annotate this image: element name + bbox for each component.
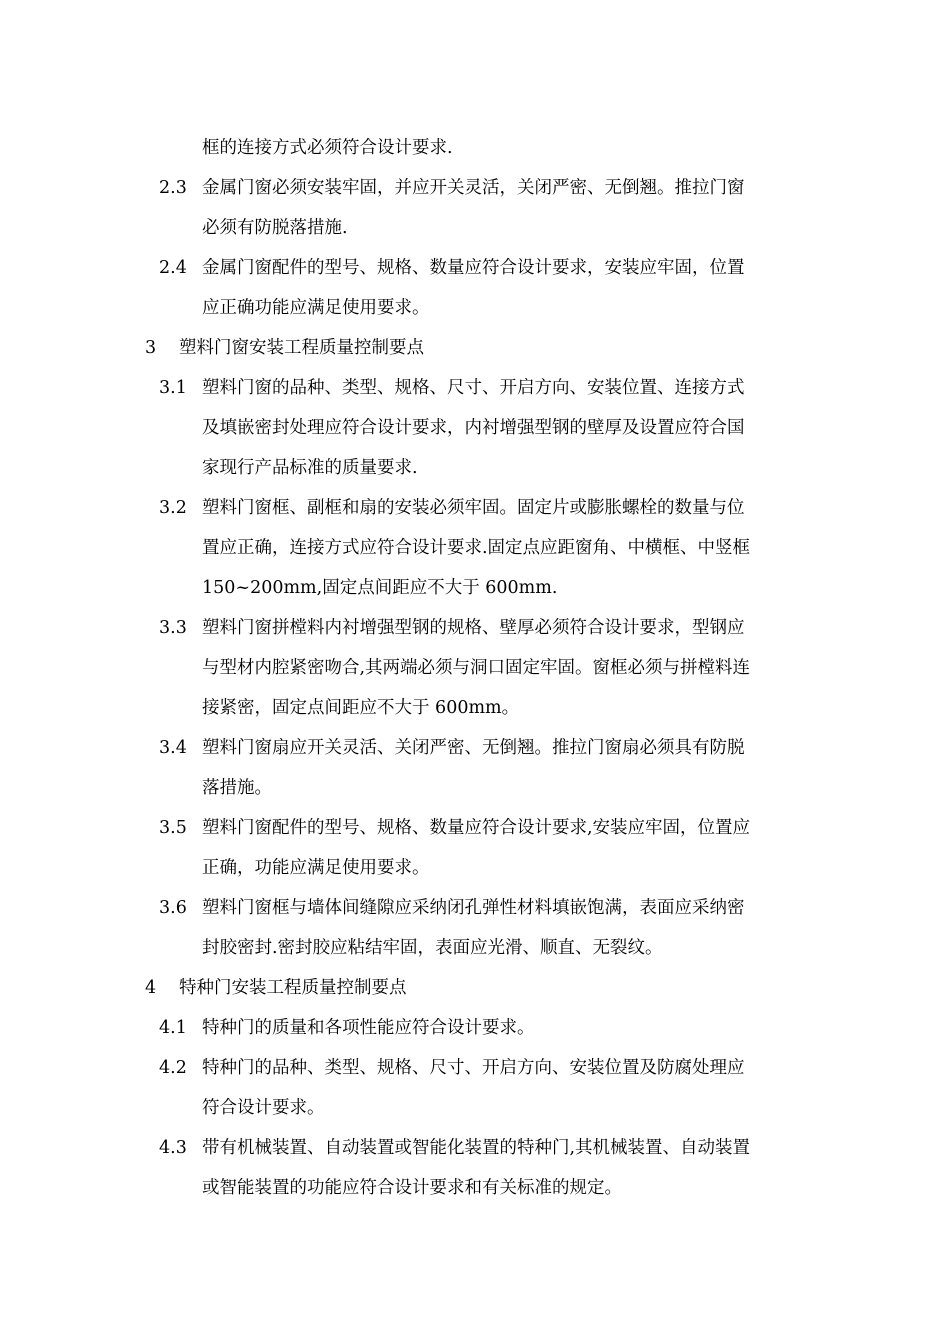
paragraph-line <box>0 808 950 848</box>
clause-number: 4.1 <box>159 1018 187 1038</box>
clause-number: 3.4 <box>159 738 187 758</box>
section-number: 3 <box>145 338 157 358</box>
paragraph-line <box>0 928 950 968</box>
clause-number: 4.3 <box>159 1138 187 1158</box>
paragraph-line <box>0 248 950 288</box>
paragraph-line <box>0 1088 950 1128</box>
paragraph-line <box>0 448 950 488</box>
paragraph-line <box>0 1008 950 1048</box>
document-body <box>0 128 950 1208</box>
paragraph-line <box>0 728 950 768</box>
section-number: 4 <box>145 978 157 998</box>
paragraph-line <box>0 568 950 608</box>
clause-number: 3.5 <box>159 818 187 838</box>
paragraph-line <box>0 888 950 928</box>
clause-text: 塑料门窗拼樘料内衬增强型钢的规格、壁厚必须符合设计要求，型钢应 <box>202 618 745 638</box>
clause-text: 及填嵌密封处理应符合设计要求，内衬增强型钢的壁厚及设置应符合国 <box>202 418 745 438</box>
section-heading-line <box>0 328 950 368</box>
clause-text: 特种门的品种、类型、规格、尺寸、开启方向、安装位置及防腐处理应 <box>202 1058 745 1078</box>
clause-text: 特种门的质量和各项性能应符合设计要求。 <box>202 1018 535 1038</box>
clause-text: 正确，功能应满足使用要求。 <box>202 858 430 878</box>
clause-text: 塑料门窗框、副框和扇的安装必须牢固。固定片或膨胀螺栓的数量与位 <box>202 498 745 518</box>
clause-text: 接紧密，固定点间距应不大于 600mm。 <box>202 698 520 718</box>
paragraph-line <box>0 368 950 408</box>
clause-number: 3.6 <box>159 898 187 918</box>
clause-text: 带有机械装置、自动装置或智能化装置的特种门,其机械装置、自动装置 <box>202 1138 751 1158</box>
clause-text: 封胶密封.密封胶应粘结牢固，表面应光滑、顺直、无裂纹。 <box>202 938 663 958</box>
clause-text: 金属门窗配件的型号、规格、数量应符合设计要求，安装应牢固，位置 <box>202 258 745 278</box>
paragraph-line <box>0 208 950 248</box>
clause-text: 塑料门窗的品种、类型、规格、尺寸、开启方向、安装位置、连接方式 <box>202 378 745 398</box>
paragraph-line <box>0 768 950 808</box>
paragraph-line <box>0 528 950 568</box>
clause-text: 家现行产品标准的质量要求. <box>202 458 418 478</box>
paragraph-line <box>0 1128 950 1168</box>
clause-text: 应正确功能应满足使用要求。 <box>202 298 430 318</box>
clause-text: 或智能装置的功能应符合设计要求和有关标准的规定。 <box>202 1178 622 1198</box>
clause-text: 150~200mm,固定点间距应不大于 600mm. <box>202 578 558 598</box>
clause-text: 金属门窗必须安装牢固，并应开关灵活，关闭严密、无倒翘。推拉门窗 <box>202 178 745 198</box>
clause-text: 塑料门窗配件的型号、规格、数量应符合设计要求,安装应牢固，位置应 <box>202 818 751 838</box>
paragraph-line <box>0 288 950 328</box>
clause-number: 4.2 <box>159 1058 187 1078</box>
clause-text: 符合设计要求。 <box>202 1098 325 1118</box>
clause-number: 2.4 <box>159 258 187 278</box>
clause-text: 置应正确，连接方式应符合设计要求.固定点应距窗角、中横框、中竖框 <box>202 538 751 558</box>
section-title: 特种门安装工程质量控制要点 <box>179 978 407 998</box>
clause-text: 塑料门窗扇应开关灵活、关闭严密、无倒翘。推拉门窗扇必须具有防脱 <box>202 738 745 758</box>
clause-number: 2.3 <box>159 178 187 198</box>
paragraph-line <box>0 608 950 648</box>
paragraph-line <box>0 1048 950 1088</box>
paragraph-line <box>0 128 950 168</box>
clause-number: 3.3 <box>159 618 187 638</box>
paragraph-line <box>0 408 950 448</box>
clause-text: 必须有防脱落措施. <box>202 218 348 238</box>
clause-text: 塑料门窗框与墙体间缝隙应采纳闭孔弹性材料填嵌饱满，表面应采纳密 <box>202 898 745 918</box>
paragraph-line <box>0 488 950 528</box>
paragraph-line <box>0 168 950 208</box>
paragraph-line <box>0 688 950 728</box>
clause-text: 框的连接方式必须符合设计要求. <box>202 138 453 158</box>
clause-number: 3.2 <box>159 498 187 518</box>
section-title: 塑料门窗安装工程质量控制要点 <box>179 338 424 358</box>
section-heading-line <box>0 968 950 1008</box>
paragraph-line <box>0 848 950 888</box>
paragraph-line <box>0 1168 950 1208</box>
clause-text: 落措施。 <box>202 778 272 798</box>
clause-text: 与型材内腔紧密吻合,其两端必须与洞口固定牢固。窗框必须与拼樘料连 <box>202 658 751 678</box>
clause-number: 3.1 <box>159 378 187 398</box>
paragraph-line <box>0 648 950 688</box>
